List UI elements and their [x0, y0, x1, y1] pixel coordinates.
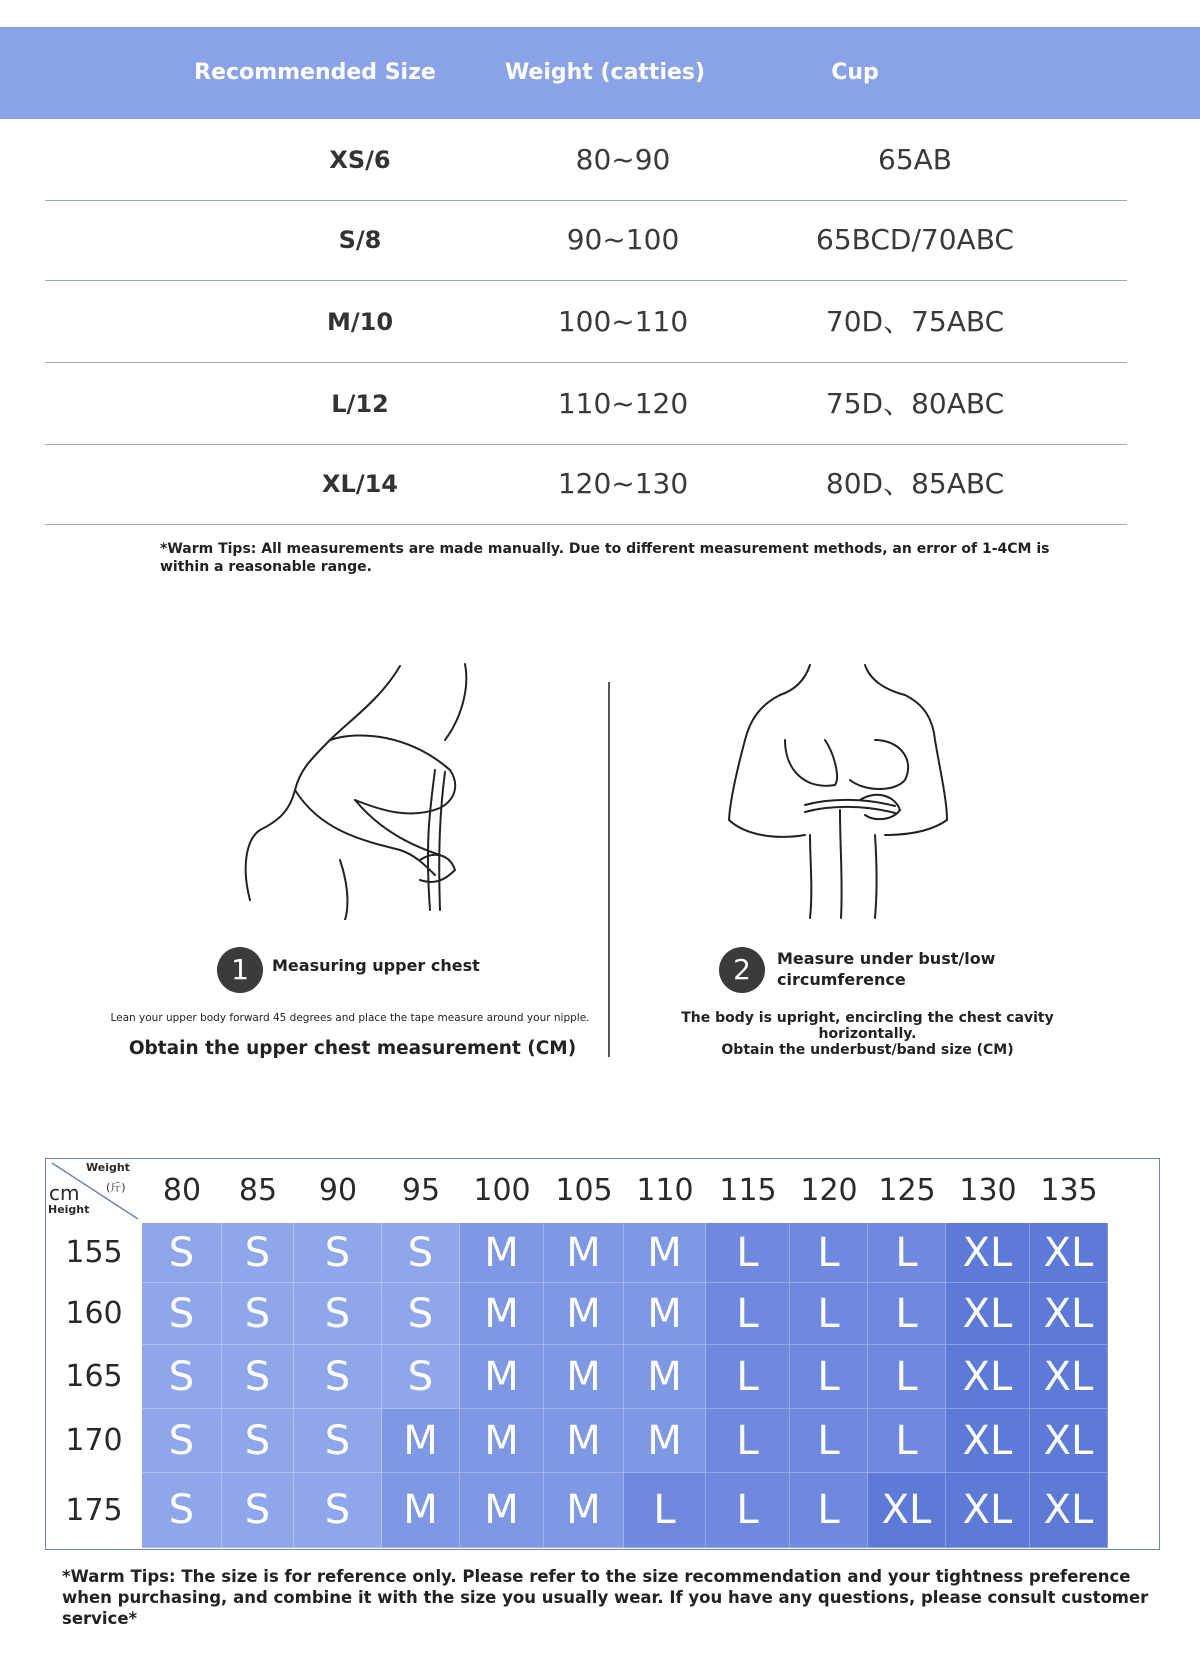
corner-weight-unit: (斤) — [106, 1181, 126, 1194]
size-chart-cell: S — [142, 1283, 222, 1345]
measurement-tip: *Warm Tips: All measurements are made manually. Due to different measurement methods, an error of 1-4CM is within a reasonable range. — [160, 541, 1050, 575]
size-chart-cell: S — [222, 1409, 294, 1473]
size-chart-cell: L — [868, 1223, 946, 1283]
weight-cell: 110~120 — [557, 387, 689, 420]
size-chart-cell: S — [142, 1409, 222, 1473]
size-chart-cell: L — [868, 1345, 946, 1409]
size-table-header — [0, 27, 1200, 119]
cup-cell: 65BCD/70ABC — [816, 223, 1014, 256]
size-chart-cell: S — [382, 1223, 460, 1283]
weight-header: 85 — [238, 1173, 278, 1208]
step-1-result: Obtain the upper chest measurement (CM) — [128, 1038, 577, 1059]
corner-height-label: Height — [48, 1203, 90, 1216]
size-chart-cell: S — [222, 1345, 294, 1409]
size-row — [45, 282, 1127, 363]
upper-chest-illustration — [240, 660, 490, 920]
size-chart-cell: M — [460, 1345, 544, 1409]
height-header: 170 — [65, 1423, 123, 1458]
illustration-divider — [608, 682, 610, 1057]
size-chart-cell: L — [706, 1473, 790, 1548]
size-chart-cell: S — [222, 1283, 294, 1345]
header-cup: Cup — [831, 60, 879, 85]
size-chart-cell: M — [544, 1283, 624, 1345]
size-cell: XS/6 — [329, 146, 391, 174]
size-row — [45, 444, 1127, 525]
weight-cell: 100~110 — [557, 305, 689, 338]
size-chart-cell: XL — [946, 1283, 1030, 1345]
header-weight: Weight (catties) — [504, 60, 706, 85]
corner-weight-label: Weight — [86, 1161, 130, 1174]
weight-header: 125 — [878, 1173, 936, 1208]
size-chart-cell: M — [382, 1409, 460, 1473]
size-chart-cell: S — [142, 1473, 222, 1548]
size-chart-cell: S — [294, 1345, 382, 1409]
size-chart-cell: L — [706, 1345, 790, 1409]
step-1-title: Measuring upper chest — [272, 956, 480, 975]
weight-header: 95 — [401, 1173, 441, 1208]
step-2-title: Measure under bust/low circumference — [777, 949, 996, 989]
size-cell: L/12 — [331, 390, 389, 418]
size-cell: XL/14 — [322, 470, 398, 498]
size-chart-cell: S — [142, 1223, 222, 1283]
size-chart-cell: S — [142, 1345, 222, 1409]
size-chart-cell: M — [544, 1345, 624, 1409]
cup-cell: 65AB — [878, 143, 952, 176]
size-chart-cell: L — [790, 1409, 868, 1473]
size-chart-cell: L — [706, 1283, 790, 1345]
weight-header: 110 — [636, 1173, 694, 1208]
size-chart-cell: XL — [946, 1409, 1030, 1473]
size-chart-cell: M — [544, 1223, 624, 1283]
size-row — [45, 120, 1127, 201]
size-chart-cell: XL — [1030, 1473, 1108, 1548]
size-chart-tip: *Warm Tips: The size is for reference only. Please refer to the size recommendation and your tightness preference when purchasing, and combine it with the size you usually wear. If you have any questions, please consult customer service* — [62, 1567, 1149, 1628]
size-chart-cell: M — [460, 1223, 544, 1283]
size-row — [45, 200, 1127, 281]
size-chart-cell: S — [294, 1409, 382, 1473]
step-2-instruction: The body is upright, encircling the chest cavity horizontally. — [681, 1010, 1054, 1042]
size-chart-cell: S — [222, 1223, 294, 1283]
size-chart-grid — [45, 1158, 1160, 1550]
weight-header: 90 — [318, 1173, 358, 1208]
size-chart-cell: S — [382, 1345, 460, 1409]
size-row — [45, 364, 1127, 445]
weight-header: 100 — [473, 1173, 531, 1208]
size-cell: M/10 — [326, 308, 394, 336]
size-chart-cell: L — [790, 1473, 868, 1548]
size-chart-cell: M — [624, 1345, 706, 1409]
weight-cell: 90~100 — [566, 223, 680, 256]
size-chart-cell: XL — [868, 1473, 946, 1548]
weight-header: 80 — [162, 1173, 202, 1208]
weight-header: 135 — [1040, 1173, 1098, 1208]
size-chart-cell: M — [624, 1223, 706, 1283]
size-chart-cell: L — [868, 1409, 946, 1473]
size-chart-cell: S — [222, 1473, 294, 1548]
cup-cell: 75D、80ABC — [825, 387, 1005, 420]
step-2-badge: 2 — [719, 947, 765, 993]
size-chart-cell: L — [868, 1283, 946, 1345]
weight-header: 105 — [555, 1173, 613, 1208]
size-chart-cell: XL — [946, 1345, 1030, 1409]
size-chart-cell: S — [294, 1283, 382, 1345]
step-2-result: Obtain the underbust/band size (CM) — [721, 1042, 1014, 1058]
weight-cell: 80~90 — [575, 143, 671, 176]
step-1-instruction: Lean your upper body forward 45 degrees and place the tape measure around your nipple. — [110, 1012, 590, 1024]
size-chart-cell: M — [382, 1473, 460, 1548]
size-chart-cell: XL — [946, 1223, 1030, 1283]
size-cell: S/8 — [338, 226, 382, 254]
size-chart-cell: S — [294, 1473, 382, 1548]
cup-cell: 70D、75ABC — [825, 305, 1005, 338]
weight-header: 120 — [800, 1173, 858, 1208]
size-chart-cell: L — [624, 1473, 706, 1548]
size-chart-cell: M — [624, 1283, 706, 1345]
height-header: 155 — [65, 1235, 123, 1270]
cup-cell: 80D、85ABC — [825, 467, 1005, 500]
size-chart-cell: L — [706, 1409, 790, 1473]
height-header: 160 — [65, 1296, 123, 1331]
size-chart-cell: XL — [1030, 1345, 1108, 1409]
under-bust-illustration — [725, 660, 955, 920]
height-header: 165 — [65, 1359, 123, 1394]
size-chart-cell: M — [460, 1473, 544, 1548]
size-chart-cell: XL — [1030, 1223, 1108, 1283]
size-chart-cell: M — [460, 1409, 544, 1473]
size-chart-cell: M — [460, 1283, 544, 1345]
size-chart-cell: XL — [1030, 1409, 1108, 1473]
size-chart-cell: L — [706, 1223, 790, 1283]
height-header: 175 — [65, 1493, 123, 1528]
size-chart-cell: XL — [946, 1473, 1030, 1548]
size-chart-cell: L — [790, 1283, 868, 1345]
size-chart-cell: L — [790, 1345, 868, 1409]
weight-cell: 120~130 — [557, 467, 689, 500]
size-chart-cell: S — [294, 1223, 382, 1283]
weight-header: 115 — [719, 1173, 777, 1208]
weight-header: 130 — [959, 1173, 1017, 1208]
size-chart-cell: XL — [1030, 1283, 1108, 1345]
size-chart-cell: S — [382, 1283, 460, 1345]
corner-cm-label: cm — [49, 1181, 80, 1205]
size-chart-cell: M — [544, 1409, 624, 1473]
size-chart-cell: M — [624, 1409, 706, 1473]
step-1-badge: 1 — [217, 947, 263, 993]
size-chart-cell: L — [790, 1223, 868, 1283]
size-chart-cell: M — [544, 1473, 624, 1548]
header-recommended-size: Recommended Size — [194, 60, 436, 85]
